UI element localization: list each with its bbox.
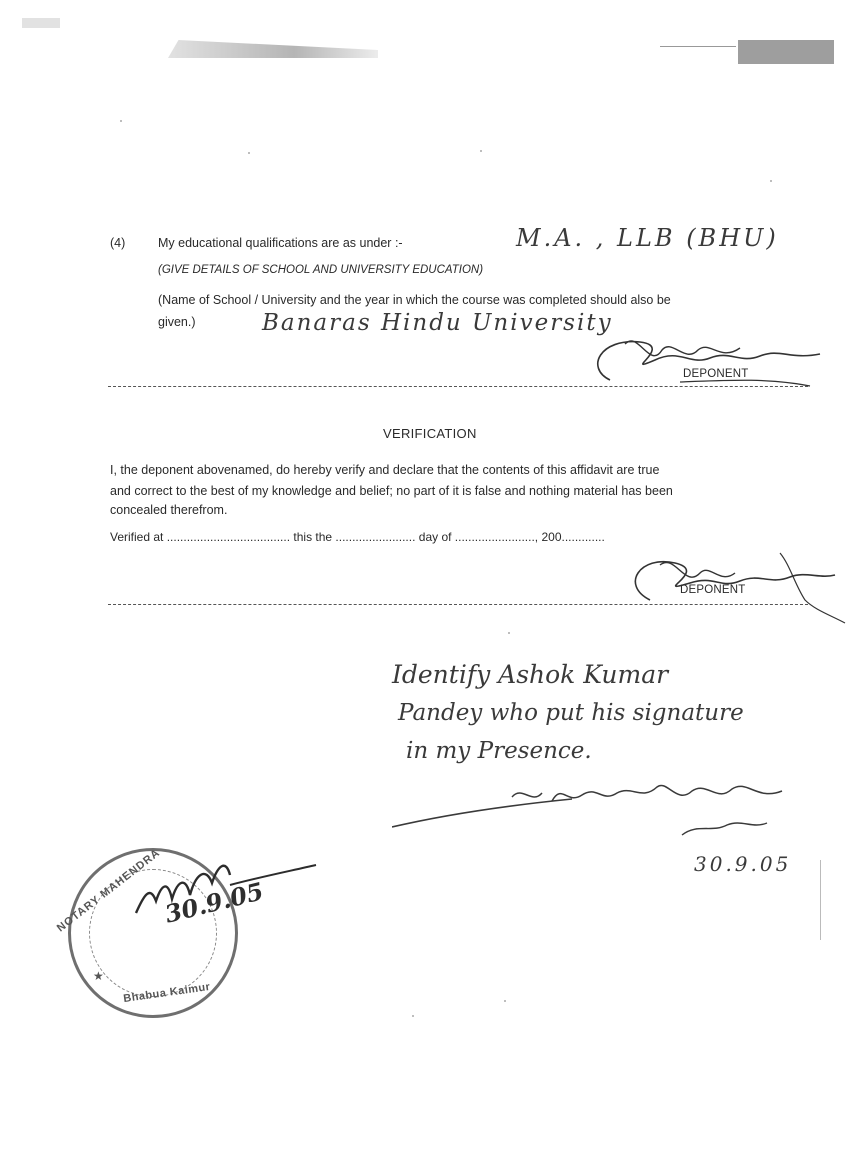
notary-signature	[392, 775, 812, 845]
verification-line-1: I, the deponent abovenamed, do hereby verify and declare that the contents of this affidavit are true	[110, 463, 660, 477]
scan-speck	[508, 632, 510, 634]
notary-note-line-3: in my Presence.	[406, 738, 592, 764]
scan-artifact-line	[660, 46, 736, 47]
verified-at-line: Verified at ..................................... this the ........................ day of ........................, 200.............	[110, 530, 605, 544]
scan-speck	[120, 120, 122, 122]
note-line-2: given.)	[158, 315, 196, 329]
verification-line-2: and correct to the best of my knowledge and belief; no part of it is false and nothing material has been	[110, 484, 673, 498]
notary-note-line-1: Identify Ashok Kumar	[392, 660, 669, 689]
scan-artifact-top-right	[738, 40, 834, 64]
stamp-handwritten-date: 30.9.05	[161, 876, 267, 929]
notary-stamp-bottom-text: Bhabua Kaimur	[122, 980, 212, 1006]
scan-artifact-corner	[22, 18, 60, 28]
section-number: (4)	[110, 236, 126, 250]
deponent-signature-1	[580, 320, 830, 400]
qualifications-intro: My educational qualifications are as under :-	[158, 236, 403, 250]
scan-speck	[504, 1000, 506, 1002]
scan-artifact-top-left	[168, 38, 378, 58]
notary-stamp-star-icon: ★	[93, 969, 104, 983]
institution-handwritten: Banaras Hindu University	[262, 310, 613, 336]
scan-speck	[770, 180, 772, 182]
notary-stamp-top-text: NOTARY MAHENDRA	[54, 846, 163, 935]
deponent-label-2: DEPONENT	[680, 584, 746, 596]
verification-heading: VERIFICATION	[383, 426, 477, 441]
scan-speck	[248, 152, 250, 154]
scan-speck	[412, 1015, 414, 1017]
notary-note-date: 30.9.05	[694, 852, 792, 876]
divider-1	[108, 386, 808, 387]
verification-line-3: concealed therefrom.	[110, 503, 228, 517]
scan-artifact-right-edge	[820, 860, 821, 940]
deponent-label-1: DEPONENT	[683, 368, 749, 380]
note-line-1: (Name of School / University and the year in which the course was completed should also be	[158, 293, 671, 307]
notary-note-line-2: Pandey who put his signature	[398, 700, 744, 726]
divider-2	[108, 604, 808, 605]
qualification-handwritten: M.A. , LLB (BHU)	[516, 224, 779, 252]
scan-speck	[480, 150, 482, 152]
instruction-text: (GIVE DETAILS OF SCHOOL AND UNIVERSITY EDUCATION)	[158, 264, 484, 276]
